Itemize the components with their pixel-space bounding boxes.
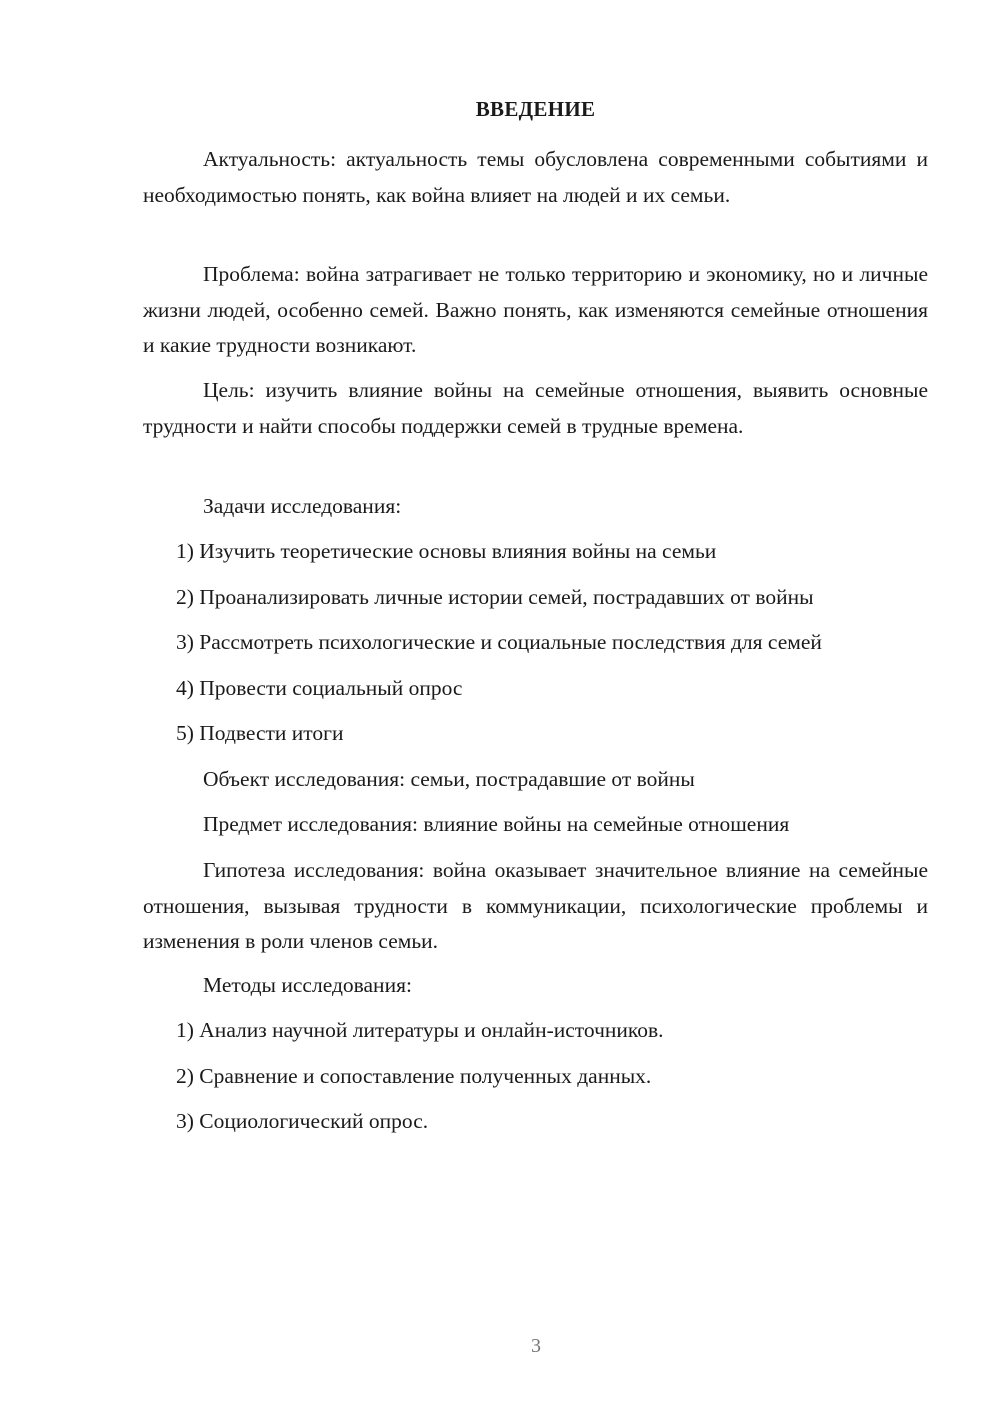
- method-item: 1) Анализ научной литературы и онлайн-источников.: [176, 1018, 664, 1042]
- task-item: 3) Рассмотреть психологические и социальные последствия для семей: [176, 630, 822, 654]
- methods-heading: Методы исследования:: [203, 973, 412, 997]
- task-item: 4) Провести социальный опрос: [176, 676, 463, 700]
- paragraph-goal: Цель: изучить влияние войны на семейные отношения, выявить основные трудности и найти способы поддержки семей в трудные времена.: [143, 378, 928, 438]
- paragraph-hypothesis: Гипотеза исследования: война оказывает значительное влияние на семейные отношения, вызывая трудности в коммуникации, психологические проблемы и изменения в роли членов семьи.: [143, 858, 928, 953]
- paragraph-problem: Проблема: война затрагивает не только территорию и экономику, но и личные жизни людей, особенно семей. Важно понять, как изменяются семейные отношения и какие трудности возникают.: [143, 262, 928, 357]
- research-object: Объект исследования: семьи, пострадавшие от войны: [203, 767, 695, 791]
- task-item: 5) Подвести итоги: [176, 721, 344, 745]
- method-item: 3) Социологический опрос.: [176, 1109, 429, 1133]
- paragraph-actuality: Актуальность: актуальность темы обусловлена современными событиями и необходимостью понять, как война влияет на людей и их семьи.: [143, 147, 928, 207]
- task-item: 2) Проанализировать личные истории семей, пострадавших от войны: [176, 585, 814, 609]
- task-item: 1) Изучить теоретические основы влияния войны на семьи: [176, 539, 717, 563]
- page-number: 3: [531, 1335, 541, 1357]
- page-title: ВВЕДЕНИЕ: [475, 97, 596, 121]
- research-subject: Предмет исследования: влияние войны на семейные отношения: [203, 812, 790, 836]
- method-item: 2) Сравнение и сопоставление полученных данных.: [176, 1064, 652, 1088]
- tasks-heading: Задачи исследования:: [203, 494, 402, 518]
